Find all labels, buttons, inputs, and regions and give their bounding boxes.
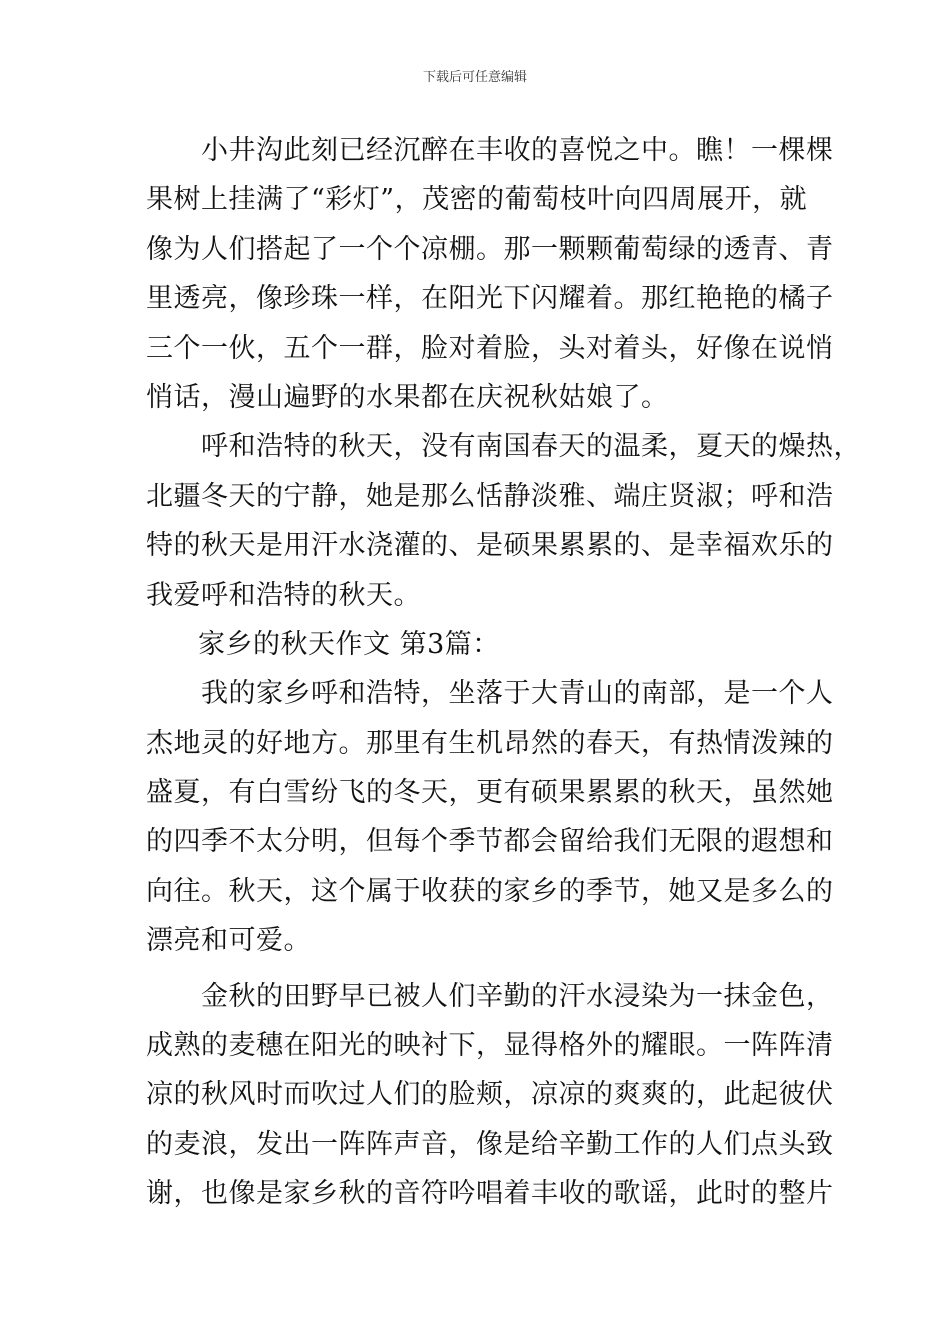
text-line: 像为人们搭起了一个个凉棚。那一颗颗葡萄绿的透青、青 [146, 233, 834, 265]
text-line: 金秋的田野早已被人们辛勤的汗水浸染为一抹金色， [201, 980, 834, 1012]
text-line: 向往。秋天，这个属于收获的家乡的季节，她又是多么的 [146, 875, 834, 907]
text-line: 凉的秋风时而吹过人们的脸颊，凉凉的爽爽的，此起彼伏 [146, 1079, 834, 1111]
paragraph-golden-fields [146, 972, 834, 1219]
text-line: 果树上挂满了“彩灯”，茂密的葡萄枝叶向四周展开，就 [146, 184, 808, 216]
text-line: 三个一伙，五个一群，脸对着脸，头对着头，好像在说悄 [146, 332, 834, 364]
text-line: 我爱呼和浩特的秋天。 [146, 579, 421, 611]
section-heading: 家乡的秋天作文 第3篇： [198, 628, 500, 660]
paragraph-orchard [146, 126, 834, 422]
text-line: 北疆冬天的宁静，她是那么恬静淡雅、端庄贤淑；呼和浩 [146, 480, 834, 512]
text-line: 我的家乡呼和浩特，坐落于大青山的南部，是一个人 [201, 678, 834, 710]
text-line: 呼和浩特的秋天，没有南国春天的温柔，夏天的燥热， [201, 431, 861, 463]
text-line: 漂亮和可爱。 [146, 925, 311, 957]
text-line: 小井沟此刻已经沉醉在丰收的喜悦之中。瞧！一棵棵 [201, 135, 834, 166]
text-line: 杰地灵的好地方。那里有生机昂然的春天，有热情泼辣的 [146, 727, 834, 759]
text-line: 特的秋天是用汗水浇灌的、是硕果累累的、是幸福欢乐的 [146, 530, 834, 562]
text-line: 里透亮，像珍珠一样，在阳光下闪耀着。那红艳艳的橘子 [146, 283, 834, 315]
text-line: 盛夏，有白雪纷飞的冬天，更有硕果累累的秋天，虽然她 [146, 777, 834, 809]
page-header: 下载后可任意编辑 [422, 70, 527, 85]
text-line: 的麦浪，发出一阵阵声音，像是给辛勤工作的人们点头致 [146, 1128, 834, 1160]
text-line: 成熟的麦穗在阳光的映衬下，显得格外的耀眼。一阵阵清 [146, 1030, 834, 1062]
text-line: 悄话，漫山遍野的水果都在庆祝秋姑娘了。 [146, 381, 669, 413]
text-line: 的四季不太分明，但每个季节都会留给我们无限的遐想和 [146, 826, 834, 858]
paragraph-hohhot-autumn [146, 422, 861, 620]
paragraph-hometown [146, 669, 834, 965]
document-body [146, 126, 861, 1219]
text-line: 谢，也像是家乡秋的音符吟唱着丰收的歌谣，此时的整片 [146, 1178, 834, 1210]
